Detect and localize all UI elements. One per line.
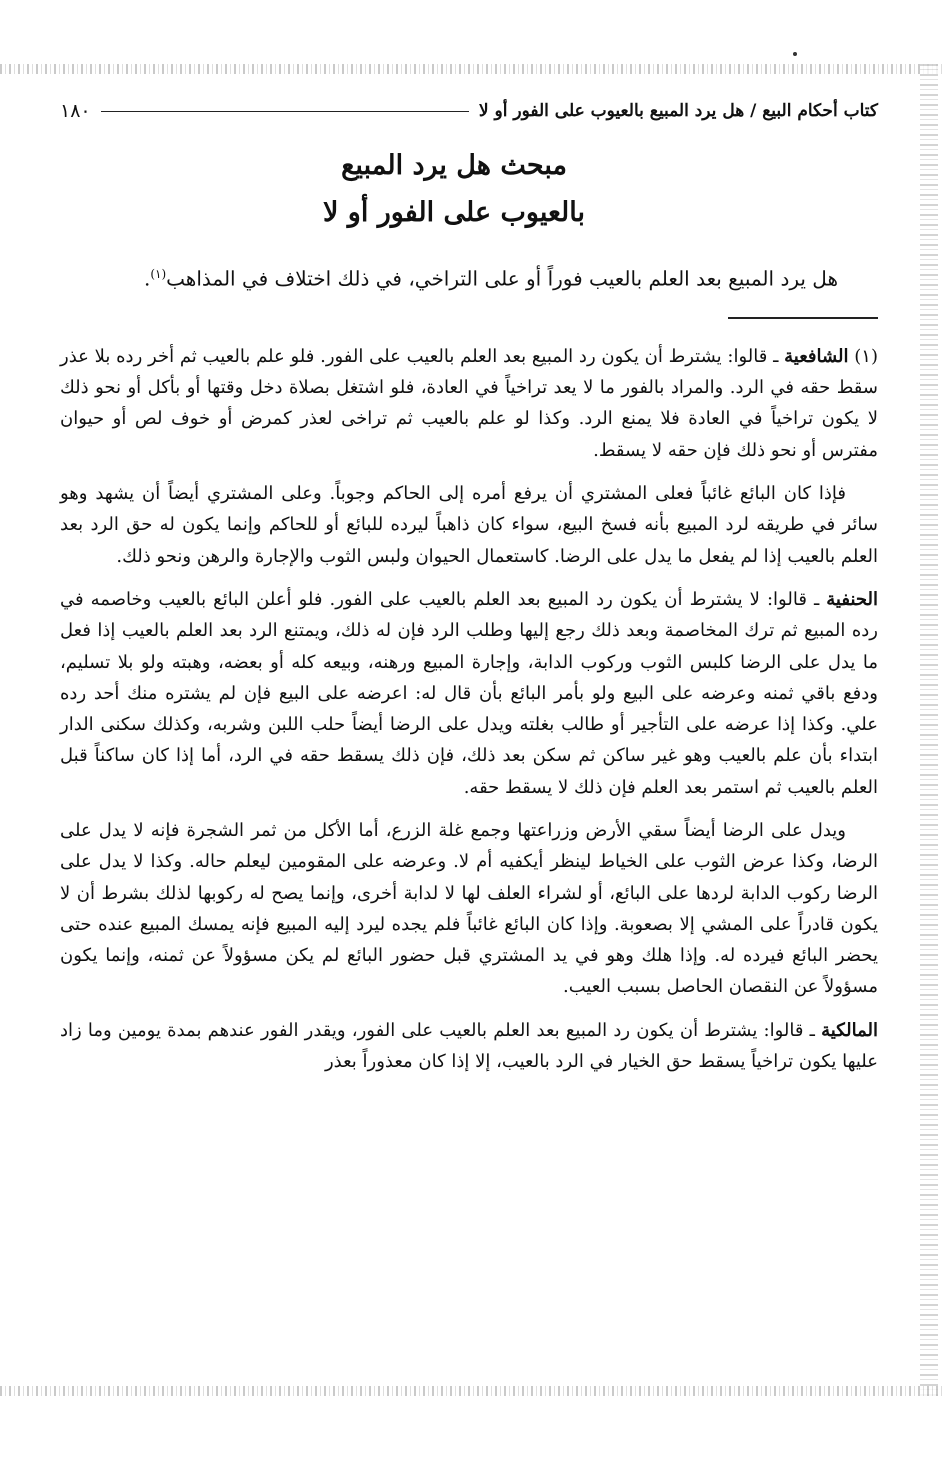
school-name: المالكية (821, 1019, 878, 1041)
footnote-separator (728, 317, 878, 319)
intro-paragraph (60, 256, 878, 297)
footnote-hanafi-continued (60, 815, 878, 1003)
footnote-text: ـ قالوا: لا يشترط أن يكون رد المبيع بعد العلم بالعيب على الفور. فلو أعلن البائع بالعيب وخاصمه في رده المبيع ثم ترك المخاصمة وبعد ذلك رجع إليها وطلب الرد فإن له ذلك، ويمتنع الرد بعد العلم بالعيب إذا فعل ما يدل على الرضا كلبس الثوب وركوب الدابة، وإجارة المبيع ورهنه، وبيعه كله أو بعضه، وهبته ولو بلا تسليم، ودفع باقي ثمنه وعرضه على البيع ولو بأمر البائع بأن قال له: اعرضه على البيع فإن لم يشتره منك أحد رده علي. وكذا إذا عرضه على التأجير أو طالب بغلته ويدل على الرضا أيضاً حلب اللبن وشربه، وكذلك سكنى الدار ابتداء بأن علم بالعيب وهو غير ساكن ثم سكن بعد ذلك، فإن ذلك يسقط حقه في الرد، أما إذا كان ساكناً قبل العلم بالعيب ثم استمر بعد العلم فإن ذلك لا يسقط حقه. (60, 588, 878, 798)
school-name: الحنفية (826, 588, 878, 610)
book-page (60, 96, 878, 1089)
footnote-marker: (١) (854, 345, 878, 367)
top-ornamental-border (0, 64, 944, 74)
footnote-text: فإذا كان البائع غائباً فعلى المشتري أن يرفع أمره إلى الحاكم وجوباً. وعلى المشتري أيضاً أن يشهد وهو سائر في طريقه لرد المبيع بأنه فسخ البيع، سواء كان ذاهباً ليرده للبائع أو للحاكم وإنما يكون له حق الرد بعد العلم بالعيب إذا لم يفعل ما يدل على الرضا. كاستعمال الحيوان ولبس الثوب والإجارة والرهن ونحو ذلك. (60, 483, 878, 567)
footnote-text: ـ قالوا: يشترط أن يكون رد المبيع بعد العلم بالعيب على الفور. فلو علم بالعيب ثم أخر رده بلا عذر سقط حقه في الرد. والمراد بالفور ما لا يعد تراخياً في العادة، فلو اشتغل بصلاة دخل وقتها أو بأكل أو نحو ذلك لا يكون تراخياً في العادة فلا يمنع الرد. وكذا لو علم بالعيب ثم تراخى لعذر كمرض أو خوف لص أو حيوان مفترس أو نحو ذلك فإن حقه لا يسقط. (60, 345, 878, 461)
footnote-shafii-continued (60, 478, 878, 572)
chapter-title-line-1: مبحث هل يرد المبيع (341, 150, 567, 181)
footnote-text: ويدل على الرضا أيضاً سقي الأرض وزراعتها وجمع غلة الزرع، أما الأكل من ثمر الشجرة فإنه لا يدل على الرضا، وكذا عرض الثوب على الخياط لينظر أيكفيه أم لا. وعرضه على المقومين ليعلم حاله. وكذا لا يدل على الرضا ركوب الدابة لردها على البائع، أو لشراء العلف لها لا لدابة أخرى، وإنما يصح له ركوبها لذلك بشرط أن لا يكون قادراً على المشي إلا بصعوبة. وإذا كان البائع غائباً فلم يجده ليرد إليه المبيع فإنه يمسك المبيع عنده حتى يحضر البائع فيرده له. وإذا هلك وهو في يد المشتري قبل حضور البائع لم يكن مسؤولاً عن ثمنه، وإنما يكون مسؤولاً عن النقصان الحاصل بسبب العيب. (60, 820, 878, 998)
running-header (60, 96, 878, 126)
running-title: كتاب أحكام البيع / هل يرد المبيع بالعيوب على الفور أو لا (478, 101, 878, 121)
footnote-hanafi (60, 584, 878, 803)
right-ornamental-border (920, 64, 938, 1396)
intro-text: هل يرد المبيع بعد العلم بالعيب فوراً أو على التراخي، في ذلك اختلاف في المذاهب (166, 266, 838, 291)
chapter-title-line-2: بالعيوب على الفور أو لا (323, 197, 585, 229)
footnote-shafii (60, 341, 878, 466)
bottom-ornamental-border (0, 1386, 944, 1396)
school-name: الشافعية (784, 345, 849, 367)
footnote-text: ـ قالوا: يشترط أن يكون رد المبيع بعد العلم بالعيب على الفور، ويقدر الفور عندهم بمدة يومين وما زاد عليها يكون تراخياً يسقط حق الخيار في الرد بالعيب، إلا إذا كان معذوراً بعذر (60, 1019, 878, 1073)
speck-mark (793, 52, 797, 56)
footnote-reference: (١) (150, 267, 167, 282)
footnote-maliki (60, 1015, 878, 1078)
intro-end: . (143, 266, 151, 291)
header-rule (101, 111, 469, 112)
page-number: ١٨٠ (60, 100, 91, 122)
